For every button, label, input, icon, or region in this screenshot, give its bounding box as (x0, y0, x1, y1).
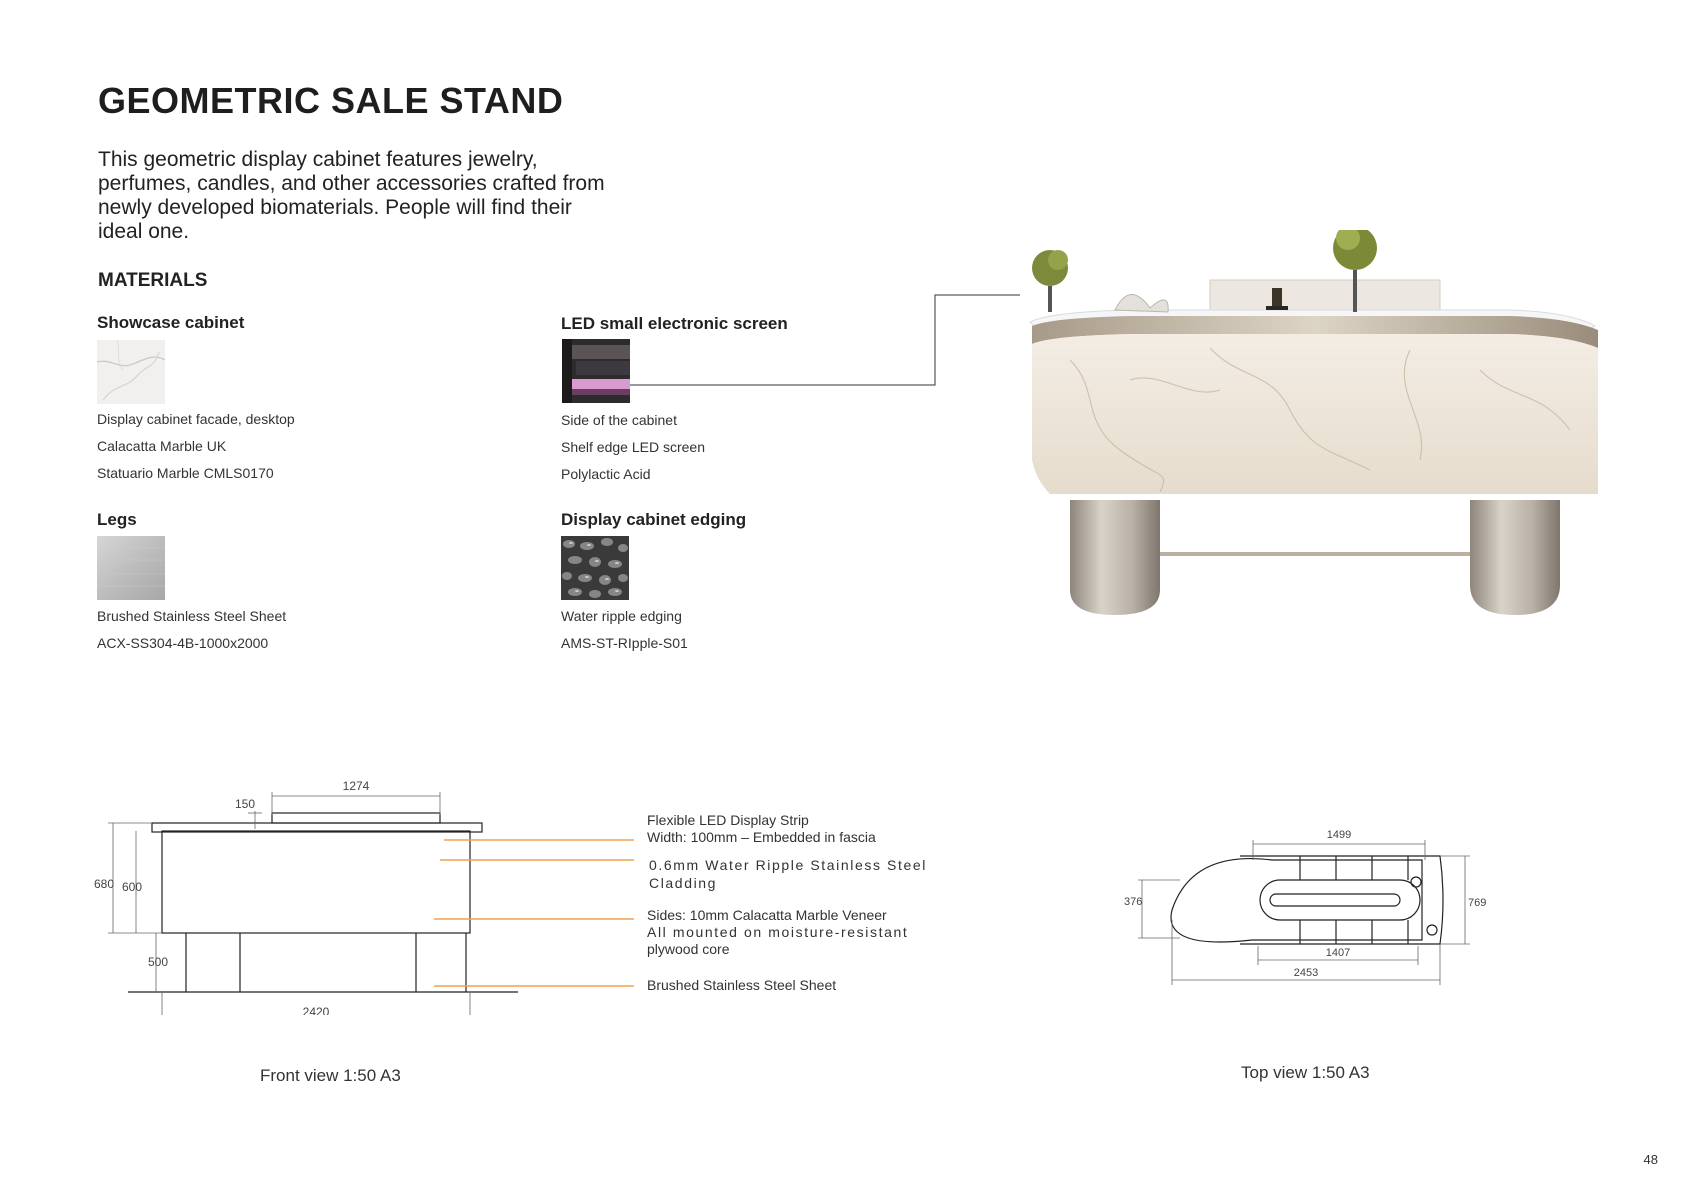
top-dim-top-width: 1499 (1326, 829, 1352, 841)
note-marble-veneer (647, 907, 908, 958)
note-line: Brushed Stainless Steel Sheet (647, 977, 837, 993)
material-heading-legs: Legs (97, 510, 137, 529)
top-view-drawing (1120, 820, 1490, 1000)
front-dim-body-height: 600 (122, 880, 143, 894)
material-heading-led: LED small electronic screen (561, 314, 788, 333)
material-line: Display cabinet facade, desktop (97, 411, 295, 427)
led-leader-line (630, 290, 1030, 390)
page-number: 48 (1643, 1152, 1658, 1167)
material-line: ACX-SS304-4B-1000x2000 (97, 635, 269, 651)
brushed-steel-swatch (97, 536, 165, 600)
material-heading-edging: Display cabinet edging (561, 510, 747, 529)
note-line: Flexible LED Display Strip (647, 812, 809, 828)
note-line: Cladding (649, 875, 718, 891)
page-title: GEOMETRIC SALE STAND (98, 80, 564, 121)
front-dim-leg-height: 500 (147, 955, 169, 969)
front-dim-top-width: 1274 (342, 779, 370, 793)
note-steel-sheet (647, 977, 836, 994)
led-screen-swatch (562, 339, 630, 403)
materials-heading: MATERIALS (98, 270, 208, 291)
material-line: Brushed Stainless Steel Sheet (97, 608, 287, 624)
material-line: Side of the cabinet (561, 412, 677, 428)
material-line: Water ripple edging (561, 608, 682, 624)
note-line: All mounted on moisture-resistant (647, 924, 909, 940)
material-line: Statuario Marble CMLS0170 (97, 465, 274, 481)
intro-paragraph: This geometric display cabinet features jewelry, perfumes, candles, and other accessories crafted from newly developed biomaterials. People will find their ideal one. (98, 148, 605, 243)
top-dim-overall-width: 2453 (1293, 967, 1319, 979)
material-line: Shelf edge LED screen (561, 439, 705, 455)
top-view-caption: Top view 1:50 A3 (1241, 1063, 1370, 1082)
note-led-strip (647, 812, 876, 846)
material-line: Calacatta Marble UK (97, 438, 227, 454)
top-dim-left-height: 376 (1124, 896, 1143, 908)
top-dim-inner-width: 1407 (1325, 947, 1351, 959)
note-line: plywood core (647, 941, 730, 957)
note-line: Width: 100mm – Embedded in fascia (647, 829, 876, 845)
front-view-leaders (430, 820, 640, 990)
front-dim-top-height: 150 (235, 797, 256, 811)
note-line: 0.6mm Water Ripple Stainless Steel (649, 857, 927, 873)
front-dim-overall-height: 680 (94, 877, 115, 891)
front-dim-overall-width: 2420 (302, 1005, 330, 1015)
note-line: Sides: 10mm Calacatta Marble Veneer (647, 907, 887, 923)
material-line: Polylactic Acid (561, 466, 651, 482)
water-ripple-swatch (561, 536, 629, 600)
note-cladding (649, 856, 927, 892)
marble-swatch (97, 340, 165, 404)
stand-render (1010, 230, 1630, 630)
top-dim-right-height: 769 (1468, 897, 1487, 909)
front-view-caption: Front view 1:50 A3 (260, 1066, 401, 1085)
material-line: AMS-ST-RIpple-S01 (561, 635, 688, 651)
material-heading-showcase: Showcase cabinet (97, 313, 245, 332)
